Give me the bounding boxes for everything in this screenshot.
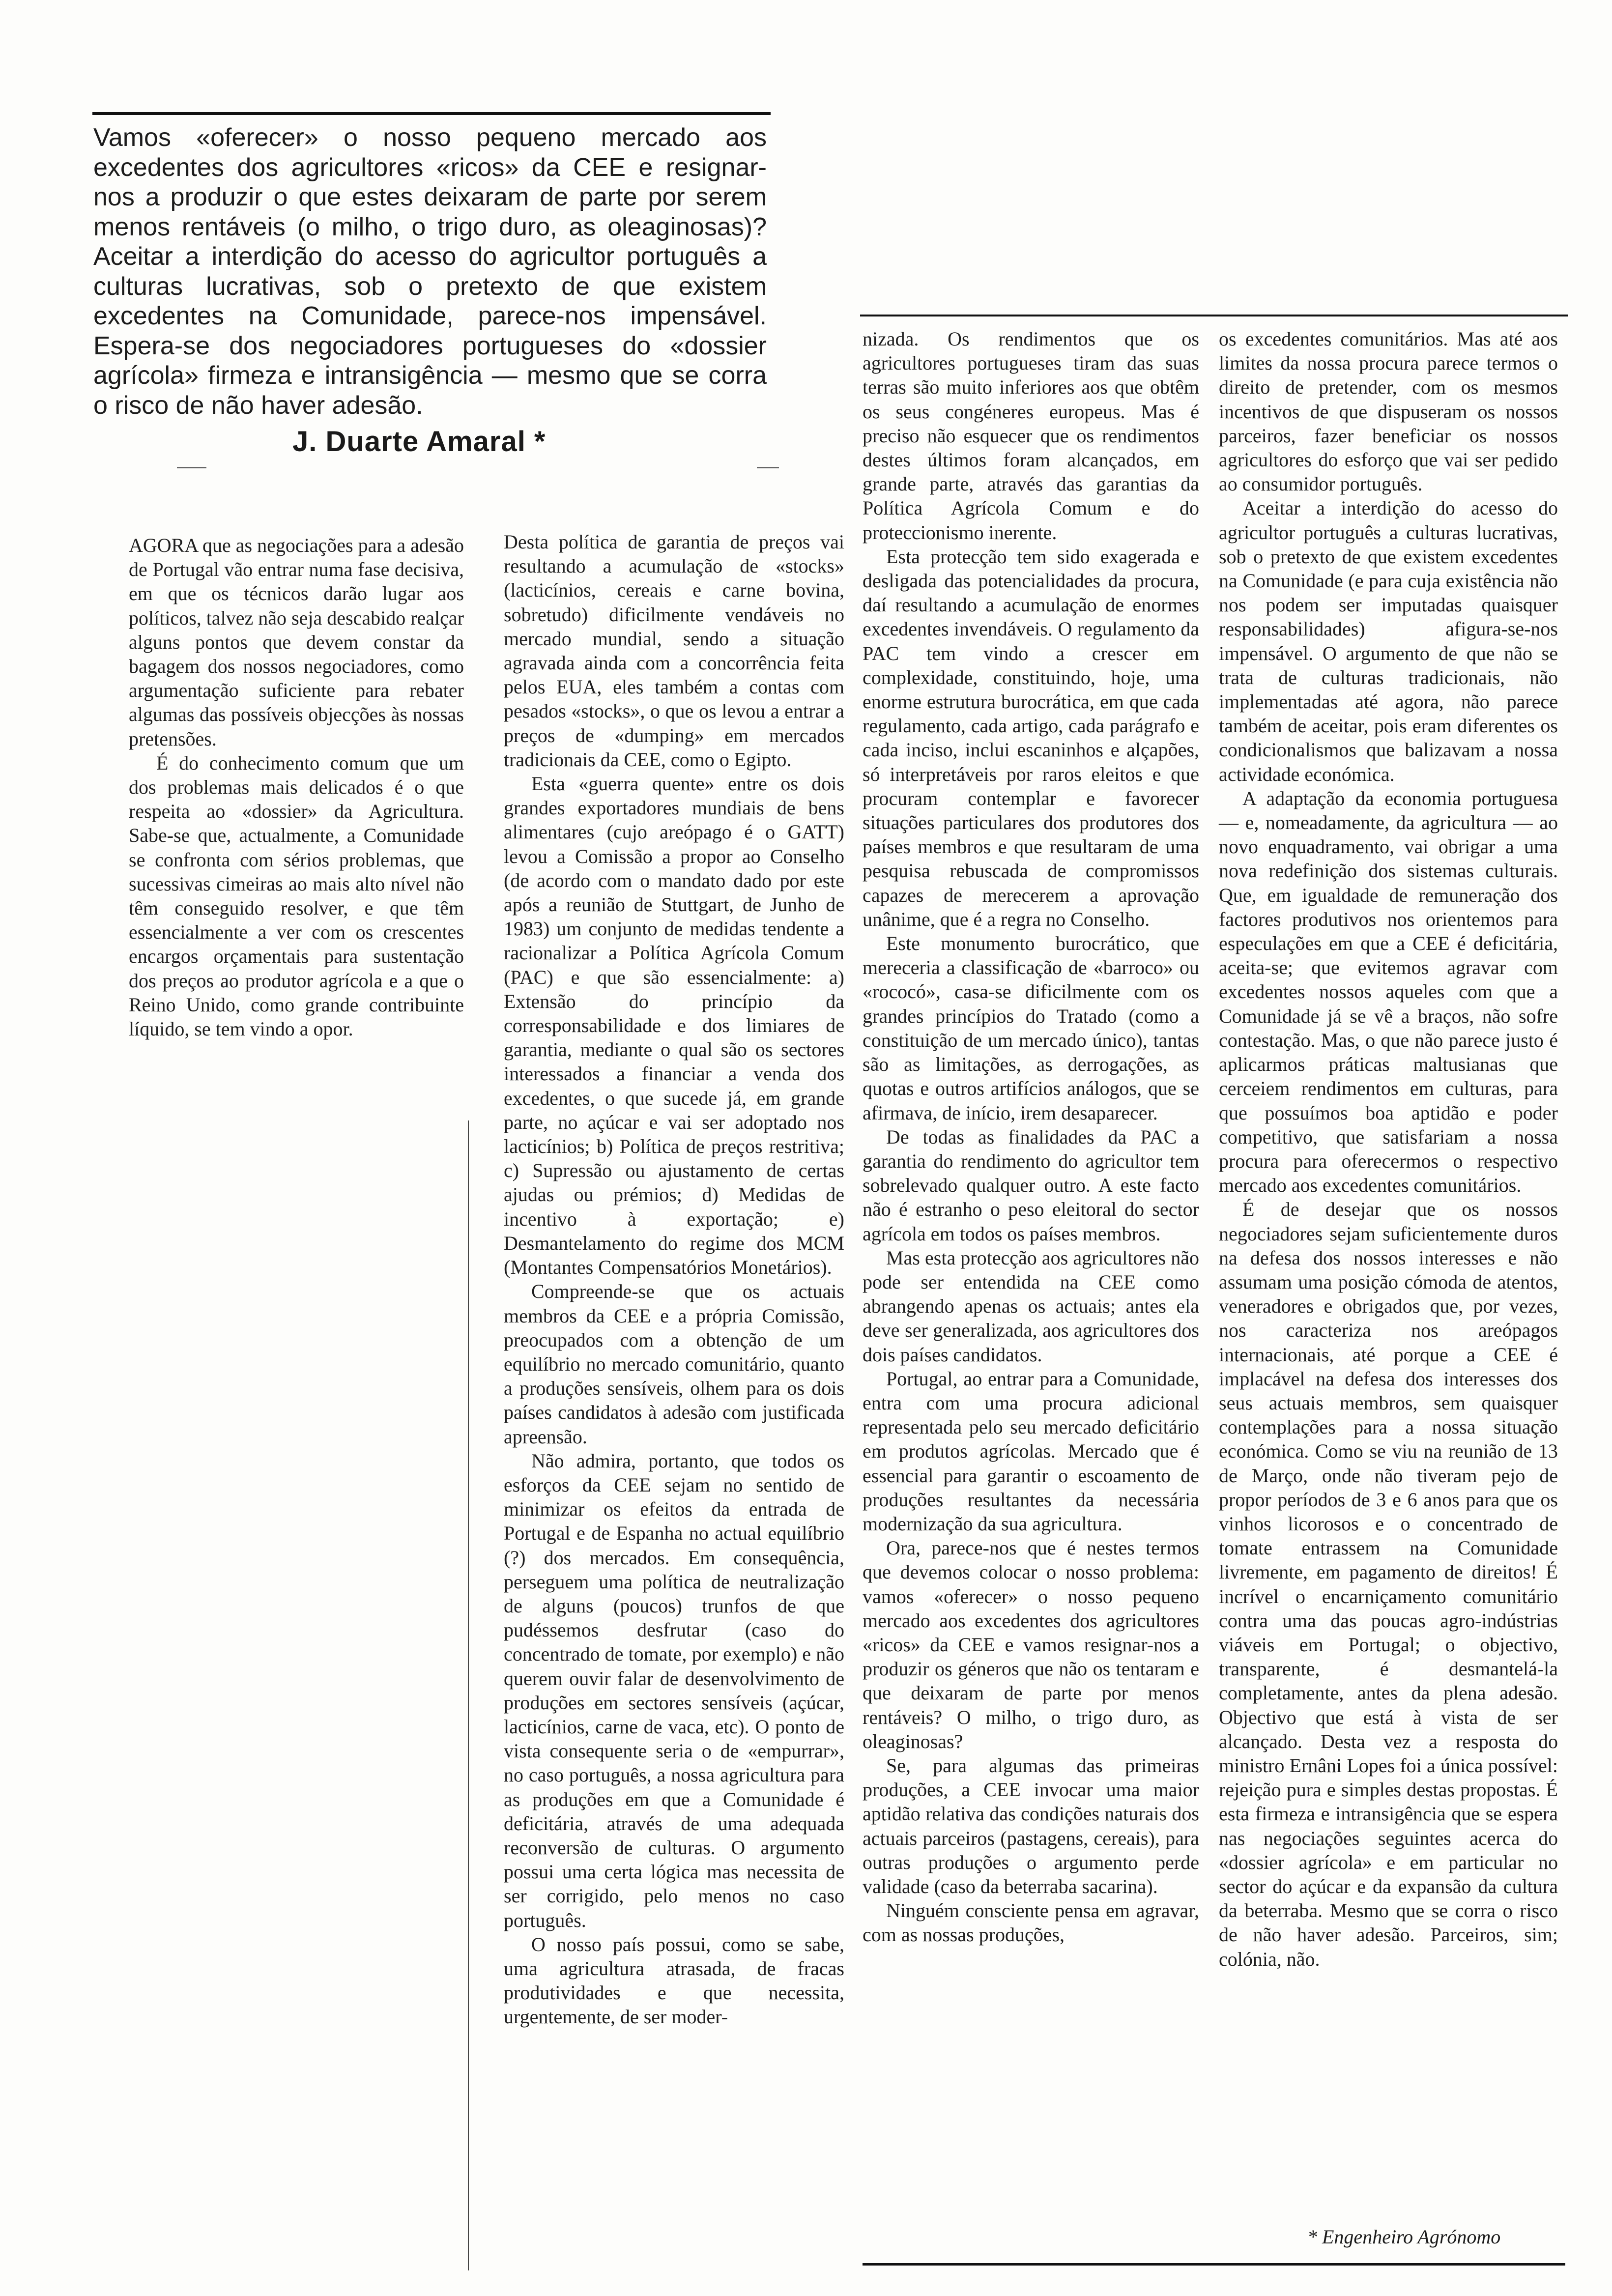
paragraph: O nosso país possui, como se sabe, uma agricultura atrasada, de fracas produtividades e que necessita, urgentemente, de ser moder-: [504, 1933, 844, 2028]
lead-paragraph: [93, 123, 767, 420]
column-divider: [468, 1120, 469, 2270]
paragraph: os excedentes comunitários. Mas até aos limites da nossa procura parece termos o direito de pretender, com os mesmos incentivos de que dispuseram os nossos parceiros, fazer beneficiar os nossos agricultores do esforço que vai ser pedido ao consumidor português.: [1219, 328, 1558, 495]
paragraph: A adaptação da economia portuguesa — e, nomeadamente, da agricultura — ao novo enquadramento, vai obrigar a uma nova redefinição dos sistemas culturais. Que, em igualdade de remuneração dos factores produtivos nos orientemos para especulações em que a CEE é deficitária, aceita-se; que evitemos agravar com excedentes nossos aqueles com que a Comunidade já se vê a braços, não sofre contestação. Mas, o que não parece justo é aplicarmos práticas maltusianas que cerceiem rendimentos em culturas, para que possuímos boa aptidão e poder competitivo, que satisfariam a nossa procura para oferecermos o respectivo mercado aos excedentes comunitários.: [1219, 787, 1558, 1197]
paragraph: Esta «guerra quente» entre os dois grandes exportadores mundiais de bens alimentares (cujo areópago é o GATT) levou a Comissão a propor ao Conselho (de acordo com o mandato dado por este após a reunião de Stuttgart, de Junho de 1983) um conjunto de medidas tendente a racionalizar a Política Agrícola Comum (PAC) e que são essencialmente: a) Extensão do princípio da corresponsabilidade e dos limiares de garantia, mediante o qual são os sectores interessados a financiar a venda dos excedentes, o que sucede já, em grande parte, no açúcar e vai ser adoptado nos lacticínios; b) Política de preços restritiva; c) Supressão ou ajustamento de certas ajudas ou prémios; d) Medidas de incentivo à exportação; e) Desmantelamento do regime dos MCM (Montantes Compensatórios Monetários).: [504, 773, 844, 1279]
paragraph: Este monumento burocrático, que mereceria a classificação de «barroco» ou «rococó», casa-se dificilmente com os grandes princípios do Tratado (como a constituição de um mercado único), tantas são as limitações, as derrogações, as quotas e outros artifícios análogos, que se afirmava, de início, irem desaparecer.: [863, 932, 1199, 1124]
paragraph: AGORA que as negociações para a adesão de Portugal vão entrar numa fase decisiva, em que os técnicos darão lugar aos políticos, talvez não seja descabido realçar alguns pontos que devem constar da bagagem dos nossos negociadores, como argumentação suficiente para rebater algumas das possíveis objecções às nossas pretensões.: [129, 534, 464, 750]
article-column-2: [504, 530, 844, 2029]
paragraph: É do conhecimento comum que um dos problemas mais delicados é o que respeita ao «dossier» da Agricultura. Sabe-se que, actualmente, a Comunidade se confronta com sérios problemas, que sucessivas cimeiras ao mais alto nível não têm conseguido resolver, e que têm essencialmente a ver com os crescentes encargos orçamentais para sustentação dos preços ao produtor agrícola e a que o Reino Unido, como grande contribuinte líquido, se tem vindo a opor.: [129, 751, 464, 1040]
author-rule-right: [757, 467, 779, 468]
paragraph: Portugal, ao entrar para a Comunidade, entra com uma procura adicional representada pelo seu mercado deficitário em produtos agrícolas. Mercado que é essencial para garantir o escoamento de produções resultantes da necessária modernização da sua agricultura.: [863, 1367, 1199, 1535]
article-column-3: [863, 327, 1199, 1947]
paragraph: Esta protecção tem sido exagerada e desligada das potencialidades da procura, daí resultando a acumulação de enormes excedentes invendáveis. O regulamento da PAC tem vindo a crescer em complexidade, constituindo, hoje, uma enorme estrutura burocrática, em que cada regulamento, cada artigo, cada parágrafo e cada inciso, inclui escaninhos e alçapões, só interpretáveis por raros eleitos e que procuram contemplar e favorecer situações particulares dos produtores dos países membros e que resultaram de uma pesquisa rebuscada de compromissos capazes de merecerem a aprovação unânime, que é a regra no Conselho.: [863, 545, 1199, 930]
column-top-rule: [860, 315, 1568, 316]
lead-text: Vamos «oferecer» o nosso pequeno mercado aos excedentes dos agricultores «ricos» da CEE e resignar-nos a produzir o que estes deixaram de parte por serem menos rentáveis (o milho, o trigo duro, as oleaginosas)? Aceitar a interdição do acesso do agricultor português a culturas lucrativas, sob o pretexto de que existem excedentes na Comunidade, parece-nos impensável. Espera-se dos negociadores portugueses do «dossier agrícola» firmeza e intransigência — mesmo que se corra o risco de não haver adesão.: [93, 123, 767, 420]
paragraph: Ninguém consciente pensa em agravar, com as nossas produções,: [863, 1899, 1199, 1946]
paragraph: De todas as finalidades da PAC a garantia do rendimento do agricultor tem sobrelevado qualquer outro. A este facto não é estranho o peso eleitoral do sector agrícola em todos os países membros.: [863, 1125, 1199, 1245]
paragraph: nizada. Os rendimentos que os agricultores portugueses tiram das suas terras são muito inferiores aos que obtêm os seus congéneres europeus. Mas é preciso não esquecer que os rendimentos destes últimos foram alcançados, em grande parte, através das garantias da Política Agrícola Comum e do proteccionismo inerente.: [863, 328, 1199, 544]
paragraph: Mas esta protecção aos agricultores não pode ser entendida na CEE como abrangendo apenas os actuais; antes ela deve ser generalizada, aos agricultores dos dois países candidatos.: [863, 1246, 1199, 1366]
author-note: * Engenheiro Agrónomo: [1307, 2226, 1501, 2248]
top-rule: [92, 112, 771, 115]
paragraph: Compreende-se que os actuais membros da CEE e a própria Comissão, preocupados com a obtenção de um equilíbrio no mercado comunitário, quanto a produções sensíveis, olhem para os dois países candidatos à adesão com justificada apreensão.: [504, 1280, 844, 1448]
author-byline: J. Duarte Amaral *: [292, 426, 546, 458]
paragraph: Se, para algumas das primeiras produções, a CEE invocar uma maior aptidão relativa das condições naturais dos actuais parceiros (pastagens, cereais), para outras produções o argumento perde validade (caso da beterraba sacarina).: [863, 1754, 1199, 1897]
paragraph: É de desejar que os nossos negociadores sejam suficientemente duros na defesa dos nossos interesses e não assumam uma posição cómoda de atentos, veneradores e obrigados que, por vezes, nos caracteriza nos areópagos internacionais, até porque a CEE é implacável na defesa dos interesses dos seus actuais membros, sem quaisquer contemplações para a nossa situação económica. Como se viu na reunião de 13 de Março, onde não tiveram pejo de propor períodos de 3 e 6 anos para que os vinhos licorosos e o concentrado de tomate entrassem na Comunidade livremente, em pagamento de direitos! É incrível o encarniçamento comunitário contra uma das poucas agro-indústrias viáveis em Portugal; o objectivo, transparente, é desmantelá-la completamente, antes da plena adesão. Objectivo que está à vista de ser alcançado. Desta vez a resposta do ministro Ernâni Lopes foi a única possível: rejeição pura e simples destas propostas. É esta firmeza e intransigência que se espera nas negociações seguintes acerca do «dossier agrícola» e em particular no sector do açúcar e da expansão da cultura da beterraba. Mesmo que se corra o risco de não haver adesão. Parceiros, sim; colónia, não.: [1219, 1198, 1558, 1970]
paragraph: Ora, parece-nos que é nestes termos que devemos colocar o nosso problema: vamos «oferecer» o nosso pequeno mercado aos excedentes dos agricultores «ricos» da CEE e vamos resignar-nos a produzir os géneros que não os tentaram e que deixaram de parte por menos rentáveis? O milho, o trigo duro, as oleaginosas?: [863, 1537, 1199, 1752]
article-column-4: [1219, 327, 1558, 1971]
article-column-1: [129, 533, 464, 1041]
paragraph: Desta política de garantia de preços vai resultando a acumulação de «stocks» (lacticínios, cereais e carne bovina, sobretudo) dificilmente vendáveis no mercado mundial, sendo a situação agravada ainda com a concorrência feita pelos EUA, eles também a contas com pesados «stocks», o que os levou a entrar a preços de «dumping» em mercados tradicionais da CEE, como o Egipto.: [504, 531, 844, 771]
paragraph: Não admira, portanto, que todos os esforços da CEE sejam no sentido de minimizar os efeitos da entrada de Portugal e de Espanha no actual equilíbrio (?) dos mercados. Em consequência, perseguem uma política de neutralização de alguns (poucos) trunfos de que pudéssemos desfrutar (caso do concentrado de tomate, por exemplo) e não querem ouvir falar de desenvolvimento de produções em sectores sensíveis (açúcar, lacticínios, carne de vaca, etc). O ponto de vista consequente seria o de «empurrar», no caso português, a nossa agricultura para as produções em que a Comunidade é deficitária, através de uma adequada reconversão de culturas. O argumento possui uma certa lógica mas necessita de ser corrigido, pelo menos no caso português.: [504, 1449, 844, 1931]
bottom-rule: [863, 2263, 1565, 2266]
author-rule: [177, 467, 206, 468]
paragraph: Aceitar a interdição do acesso do agricultor português a culturas lucrativas, sob o pretexto de que existem excedentes na Comunidade (e para cuja existência não nos podem ser imputadas quaisquer responsabilidades) afigura-se-nos impensável. O argumento de que não se trata de culturas tradicionais, não implementadas até agora, não parece também de aceitar, pois eram diferentes os condicionalismos que balizavam a nossa actividade económica.: [1219, 497, 1558, 785]
